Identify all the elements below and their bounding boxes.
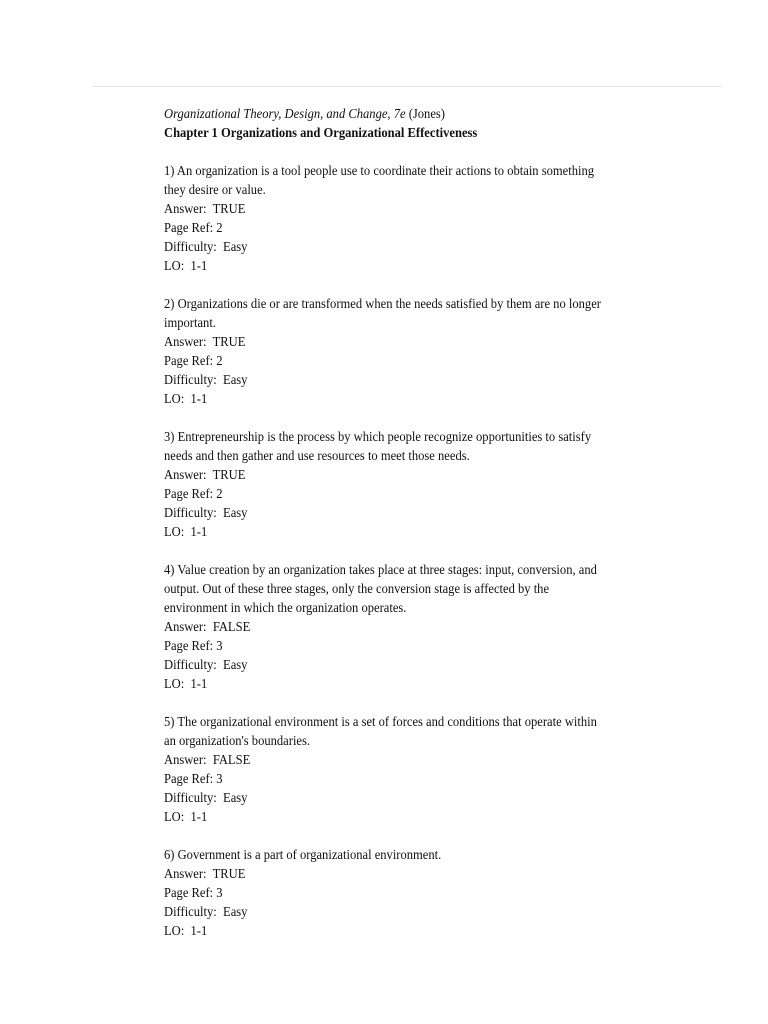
page-ref-line: Page Ref: 2: [164, 486, 223, 501]
chapter-title: Chapter 1 Organizations and Organizational Effectiveness: [164, 125, 478, 140]
question-6: [164, 845, 610, 940]
page-ref-line: Page Ref: 3: [164, 638, 223, 653]
difficulty-line: Difficulty: Easy: [164, 505, 248, 520]
page-ref-line: Page Ref: 2: [164, 220, 223, 235]
lo-line: LO: 1-1: [164, 809, 208, 824]
book-title: [164, 104, 610, 123]
question-2: [164, 294, 610, 408]
difficulty-line: Difficulty: Easy: [164, 790, 248, 805]
answer-line: Answer: TRUE: [164, 866, 246, 881]
lo-line: LO: 1-1: [164, 676, 208, 691]
book-title-text: Organizational Theory, Design, and Change, 7e: [164, 106, 406, 121]
question-5: [164, 712, 610, 826]
question-3: [164, 427, 610, 541]
page-ref-line: Page Ref: 3: [164, 771, 223, 786]
question-1: [164, 161, 610, 275]
question-4: [164, 560, 610, 693]
page-ref-line: Page Ref: 2: [164, 353, 223, 368]
lo-line: LO: 1-1: [164, 258, 208, 273]
page-top-divider: [92, 86, 722, 87]
difficulty-line: Difficulty: Easy: [164, 239, 248, 254]
lo-line: LO: 1-1: [164, 524, 208, 539]
answer-line: Answer: TRUE: [164, 201, 246, 216]
answer-line: Answer: TRUE: [164, 334, 246, 349]
question-text: 1) An organization is a tool people use to coordinate their actions to obtain something they desire or value.: [164, 163, 595, 197]
answer-line: Answer: FALSE: [164, 619, 251, 634]
page-ref-line: Page Ref: 3: [164, 885, 223, 900]
lo-line: LO: 1-1: [164, 391, 208, 406]
answer-line: Answer: FALSE: [164, 752, 251, 767]
question-text: 2) Organizations die or are transformed when the needs satisfied by them are no longer important.: [164, 296, 601, 330]
question-text: 5) The organizational environment is a set of forces and conditions that operate within an organization's boundaries.: [164, 714, 597, 748]
question-text: 6) Government is a part of organizational environment.: [164, 847, 442, 862]
difficulty-line: Difficulty: Easy: [164, 372, 248, 387]
answer-line: Answer: TRUE: [164, 467, 246, 482]
difficulty-line: Difficulty: Easy: [164, 904, 248, 919]
book-author: (Jones): [408, 106, 445, 121]
lo-line: LO: 1-1: [164, 923, 208, 938]
question-text: 3) Entrepreneurship is the process by which people recognize opportunities to satisfy needs and then gather and use resources to meet those needs.: [164, 429, 592, 463]
difficulty-line: Difficulty: Easy: [164, 657, 248, 672]
document-header: [164, 104, 610, 142]
document-page: [164, 104, 610, 959]
question-text: 4) Value creation by an organization takes place at three stages: input, conversion, and output. Out of these three stages, only the conversion stage is affected by the environment in which the organization operates.: [164, 562, 597, 615]
